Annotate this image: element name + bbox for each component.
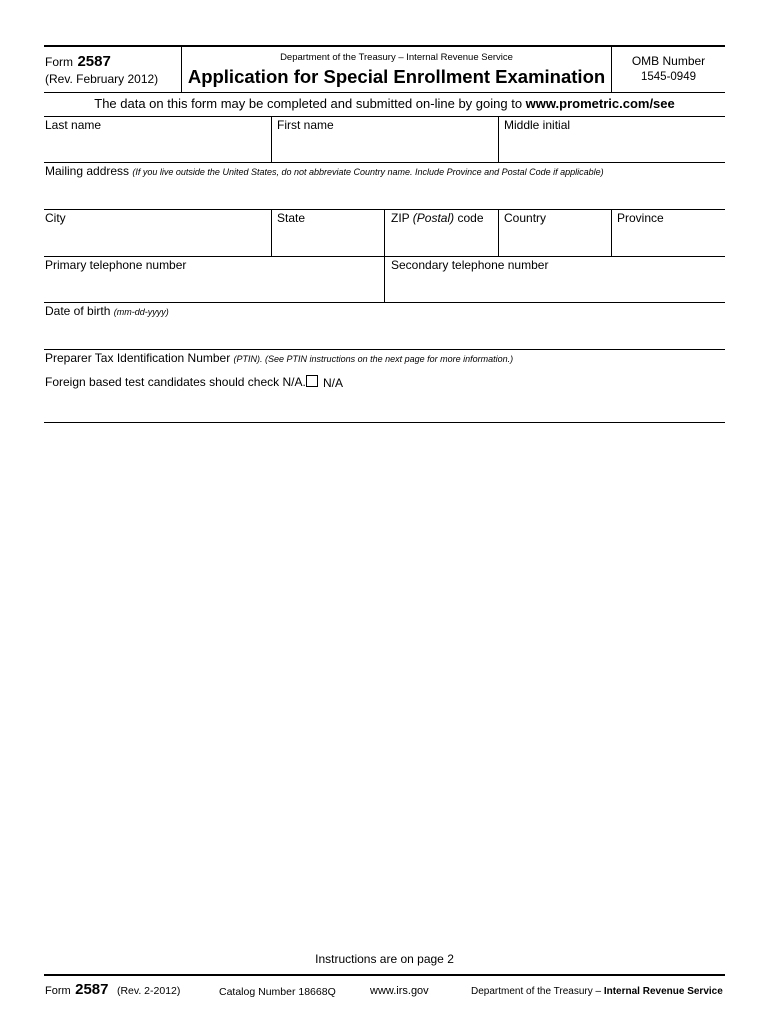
catalog-number: Catalog Number 18668Q [219,986,336,998]
online-note [44,96,725,111]
header-top-rule [44,45,725,47]
secondary-phone-label: Secondary telephone number [391,258,549,272]
zip-label [391,211,484,225]
header-divider-right [611,46,612,92]
city-field[interactable] [44,227,271,255]
footer-agency-bold: Internal Revenue Service [603,986,723,997]
dob-label [45,304,169,318]
form-revision: (Rev. February 2012) [45,72,159,86]
ptin-note: (PTIN). (See PTIN instructions on the next page for more information.) [233,354,514,364]
country-label: Country [504,211,547,225]
ptin-field[interactable] [44,392,725,421]
footer-form-number: 2587 [75,981,109,998]
footer-top-rule [44,974,725,976]
mailing-address-field[interactable] [44,180,725,208]
header-bottom-rule [44,92,725,93]
footer-form-id [45,981,180,999]
online-url-link[interactable]: www.prometric.com/see [525,96,675,111]
instructions-note: Instructions are on page 2 [315,952,454,966]
form-id [45,53,111,71]
row4-top-rule [44,256,725,257]
footer-revision: (Rev. 2-2012) [116,985,181,997]
na-label: N/A [323,376,344,390]
form-number: 2587 [77,53,111,70]
agency-name: Department of the Treasury – Internal Revenue Service [280,52,513,63]
state-field[interactable] [272,227,384,255]
footer-form-word: Form [45,985,71,997]
middle-initial-label: Middle initial [504,118,571,132]
dob-format-hint: (mm-dd-yyyy) [113,307,169,317]
row2-top-rule [44,162,725,163]
zip-label-prefix: ZIP [391,211,413,225]
mailing-address-label [45,164,604,178]
row1-top-rule [44,116,725,117]
first-name-field[interactable] [272,134,498,161]
dob-label-text: Date of birth [45,304,114,318]
page-title: Application for Special Enrollment Examination [187,66,606,87]
row6-bottom-rule [44,422,725,423]
footer-agency-prefix: Department of the Treasury – [471,986,604,997]
row6-top-rule [44,349,725,350]
ptin-label [45,351,513,365]
last-name-label: Last name [45,118,102,132]
form-word: Form [45,55,73,69]
province-label: Province [617,211,664,225]
footer-agency [471,986,723,997]
secondary-phone-field[interactable] [385,274,725,301]
city-label: City [45,211,66,225]
mailing-address-note: (If you live outside the United States, do not abbreviate Country name. Include Province and Postal Code if applicable) [132,167,604,177]
omb-number: 1545-0949 [641,71,696,83]
dob-field[interactable] [44,320,725,348]
mailing-address-text: Mailing address [45,164,130,178]
first-name-label: First name [277,118,334,132]
zip-label-suffix: code [454,211,484,225]
last-name-field[interactable] [44,134,271,161]
middle-initial-field[interactable] [499,134,725,161]
country-field[interactable] [499,227,611,255]
foreign-note: Foreign based test candidates should check N/A. [45,375,306,389]
primary-phone-field[interactable] [44,274,384,301]
irs-website: www.irs.gov [370,985,429,997]
zip-field[interactable] [385,227,498,255]
na-checkbox[interactable] [306,375,318,387]
state-label: State [277,211,306,225]
province-field[interactable] [612,227,725,255]
ptin-label-text: Preparer Tax Identification Number [45,351,234,365]
zip-label-italic: (Postal) [412,211,455,225]
omb-label: OMB Number [631,54,706,68]
online-note-text: The data on this form may be completed and submitted on-line by going to [94,96,526,111]
row5-top-rule [44,302,725,303]
primary-phone-label: Primary telephone number [45,258,187,272]
